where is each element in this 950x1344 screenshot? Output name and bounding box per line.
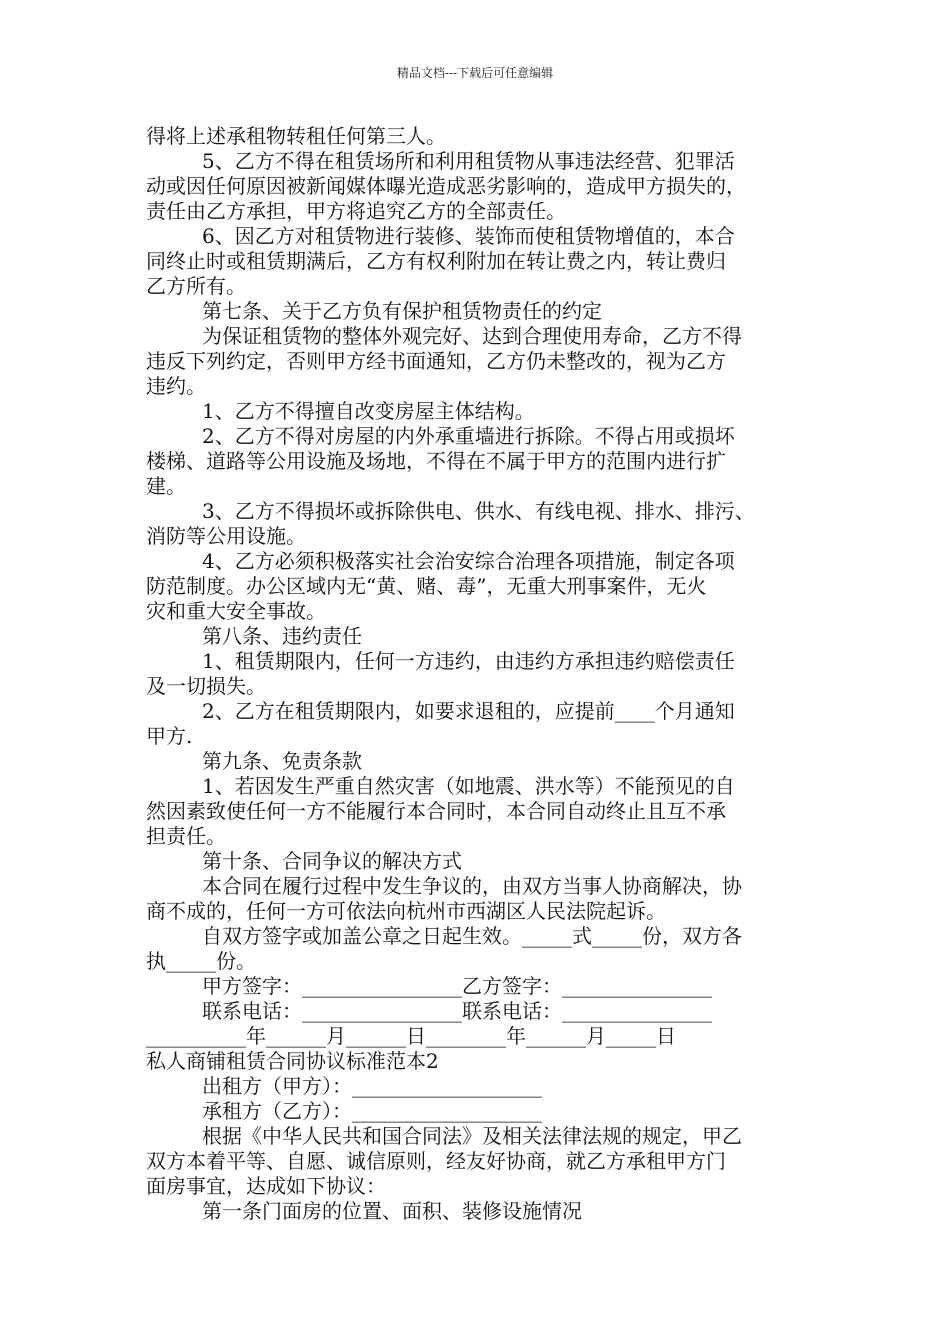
text-line: 建。 [146,474,186,498]
text-line: 甲方. [146,724,193,748]
text-line: 面房事宜，达成如下协议： [146,1174,386,1198]
text-line: 甲方签字：________________乙方签字：_______________ [202,974,712,998]
text-line: 执_____份。 [146,949,256,973]
text-line: 1、租赁期限内，任何一方违约，由违约方承担违约赔偿责任 [202,649,735,673]
text-line: 本合同在履行过程中发生争议的，由双方当事人协商解决，协 [202,874,742,898]
text-line: 违约。 [146,374,206,398]
text-line: 灾和重大安全事故。 [146,599,326,623]
page-header: 精品文档---下载后可任意编辑 [396,66,554,80]
document-body [146,124,821,1224]
text-line: 担责任。 [146,824,226,848]
text-line: 防范制度。办公区域内无“黄、赌、毒”，无重大刑事案件，无火 [146,574,707,598]
text-line: 3、乙方不得损坏或拆除供电、供水、有线电视、排水、排污、 [202,499,755,523]
text-line: 承租方（乙方）：___________________ [202,1099,542,1123]
text-line: 自双方签字或加盖公章之日起生效。_____式_____份，双方各 [202,924,742,948]
text-line: 1、若因发生严重自然灾害（如地震、洪水等）不能预见的自 [202,774,735,798]
text-line: 楼梯、道路等公用设施及场地，不得在不属于甲方的范围内进行扩 [146,449,726,473]
text-line: 同终止时或租赁期满后，乙方有权利附加在转让费之内，转让费归 [146,249,726,273]
text-line: 2、乙方不得对房屋的内外承重墙进行拆除。不得占用或损坏 [202,424,735,448]
text-line: 然因素致使任何一方不能履行本合同时，本合同自动终止且互不承 [146,799,726,823]
text-line: 责任由乙方承担，甲方将追究乙方的全部责任。 [146,199,566,223]
text-line: 双方本着平等、自愿、诚信原则，经友好协商，就乙方承租甲方门 [146,1149,726,1173]
text-line: 联系电话：________________联系电话：_______________ [202,999,712,1023]
text-line: 5、乙方不得在租赁场所和利用租赁物从事违法经营、犯罪活 [202,149,735,173]
text-line: 得将上述承租物转租任何第三人。 [146,124,446,148]
text-line: 4、乙方必须积极落实社会治安综合治理各项措施，制定各项 [202,549,735,573]
text-line: 消防等公用设施。 [146,524,306,548]
text-line: 6、因乙方对租赁物进行装修、装饰而使租赁物增值的，本合 [202,224,735,248]
text-line: 第八条、违约责任 [202,624,362,648]
text-line: 商不成的，任何一方可依法向杭州市西湖区人民法院起诉。 [146,899,666,923]
text-line: 第十条、合同争议的解决方式 [202,849,462,873]
text-line: 为保证租赁物的整体外观完好、达到合理使用寿命，乙方不得 [202,324,742,348]
text-line: 违反下列约定，否则甲方经书面通知，乙方仍未整改的，视为乙方 [146,349,726,373]
text-line: 根据《中华人民共和国合同法》及相关法律法规的规定，甲乙 [202,1124,742,1148]
text-line: 第九条、免责条款 [202,749,362,773]
text-line: 及一切损失。 [146,674,266,698]
text-line: __________年______月______日________年______月_____日 [146,1024,676,1048]
text-line: 第七条、关于乙方负有保护租赁物责任的约定 [202,299,602,323]
text-line: 第一条门面房的位置、面积、装修设施情况 [202,1199,582,1223]
text-line: 1、乙方不得擅自改变房屋主体结构。 [202,399,535,423]
text-line: 私人商铺租赁合同协议标准范本2 [146,1049,439,1073]
text-line: 乙方所有。 [146,274,246,298]
text-line: 动或因任何原因被新闻媒体曝光造成恶劣影响的，造成甲方损失的， [146,174,746,198]
text-line: 2、乙方在租赁期限内，如要求退租的，应提前____个月通知 [202,699,735,723]
text-line: 出租方（甲方）：___________________ [202,1074,542,1098]
